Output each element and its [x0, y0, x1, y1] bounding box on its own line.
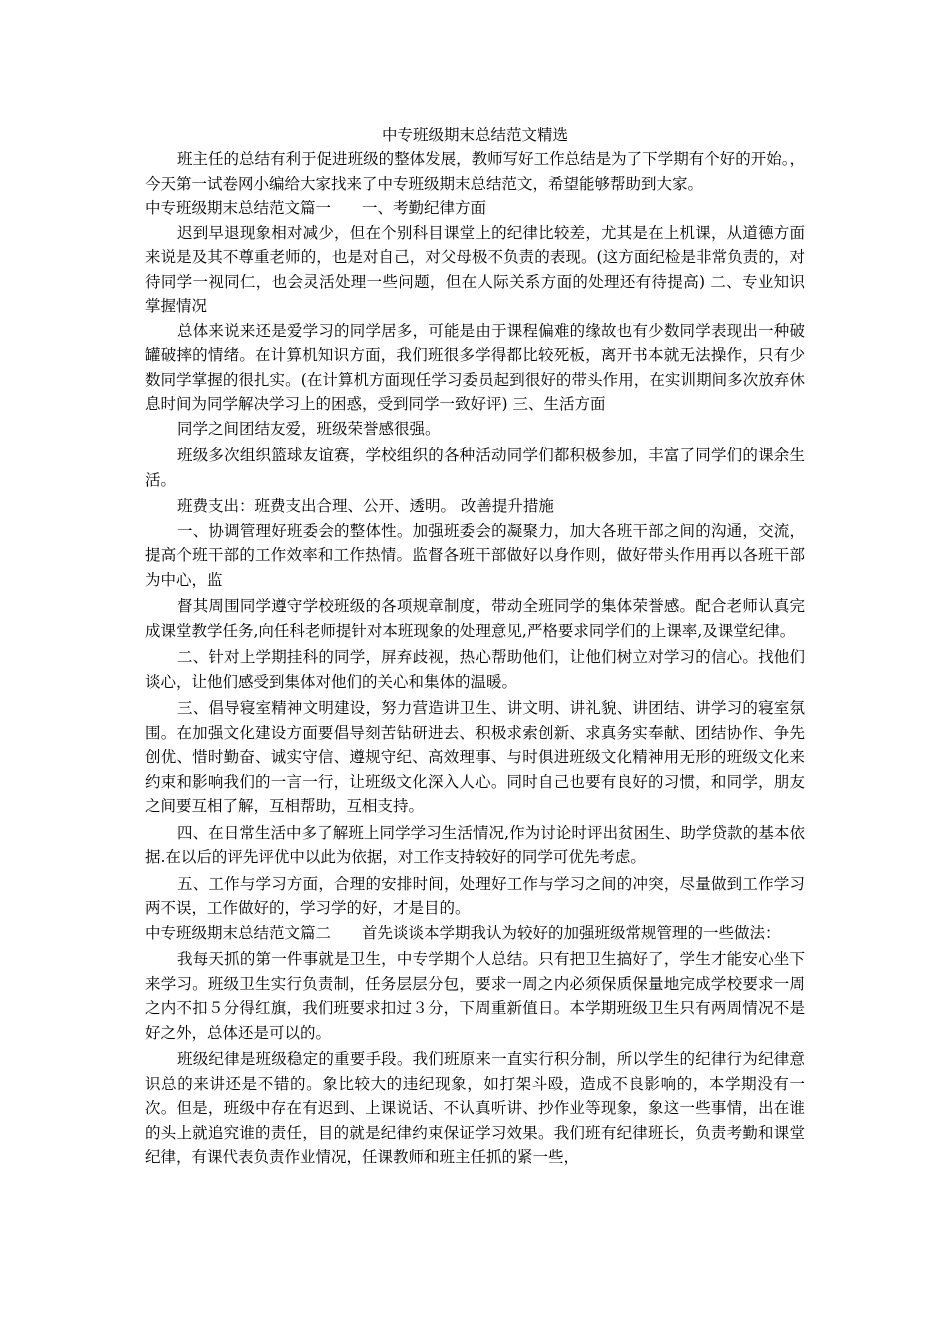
- measure-one-continued-paragraph: 督其周围同学遵守学校班级的各项规章制度，带动全班同学的集体荣誉感。配合老师认真完成课堂教学任务,向任科老师提针对本班现象的处理意见,严格要求同学们的上课率,及课堂纪律。: [145, 597, 805, 640]
- measure-five-paragraph: 五、工作与学习方面，合理的安排时间，处理好工作与学习之间的冲突，尽量做到工作学习两不误，工作做好的，学习学的好，才是目的。: [145, 874, 805, 917]
- measure-three-paragraph: 三、倡导寝室精神文明建设，努力营造讲卫生、讲文明、讲礼貌、讲团结、讲学习的寝室氛围。在加强文化建设方面要倡导刻苦钻研进去、积极求索创新、求真务实奉献、团结协作、争先创优、惜时勤奋、诚实守信、遵规守纪、高效理事、与时俱进班级文化精神用无形的班级文化来约束和影响我们的一言一行，让班级文化深入人心。同时自己也要有良好的习惯，和同学，朋友之间要互相了解，互相帮助，互相支持。: [145, 699, 805, 815]
- section-heading-part-two: 中专班级期末总结范文篇二 首先谈谈本学期我认为较好的加强班级常规管理的一些做法：: [145, 923, 781, 942]
- document-title: 中专班级期末总结范文精选: [381, 126, 568, 144]
- activities-paragraph: 班级多次组织篮球友谊赛，学校组织的各种活动同学们都积极参加，丰富了同学们的课余生活。: [145, 446, 805, 489]
- class-fund-paragraph: 班费支出：班费支出合理、公开、透明。 改善提升措施: [177, 497, 554, 515]
- knowledge-paragraph: 总体来说来还是爱学习的同学居多，可能是由于课程偏难的缘故也有少数同学表现出一种破罐破摔的情绪。在计算机知识方面，我们班很多学得都比较死板，离开书本就无法操作，只有少数同学掌握的很扎实。(在计算机方面现任学习委员起到很好的带头作用，在实训期间多次放弃休息时间为同学解决学习上的困惑，受到同学一致好评) 三、生活方面: [145, 321, 805, 413]
- discipline-paragraph: 班级纪律是班级稳定的重要手段。我们班原来一直实行积分制，所以学生的纪律行为纪律意识总的来讲还是不错的。象比较大的违纪现象，如打架斗殴，造成不良影响的，本学期没有一次。但是，班级中存在有迟到、上课说话、不认真听讲、抄作业等现象，象这一些事情，出在谁的头上就追究谁的责任，目的就是纪律约束保证学习效果。我们班有纪律班长，负责考勤和课堂纪律，有课代表负责作业情况，任课教师和班主任抓的紧一些，: [145, 1050, 805, 1166]
- hygiene-paragraph: 我每天抓的第一件事就是卫生，中专学期个人总结。只有把卫生搞好了，学生才能安心坐下来学习。班级卫生实行负责制，任务层层分包，要求一周之内必须保质保量地完成学校要求一周之内不扣５分得红旗，我们班要求扣过３分，下周重新值日。本学期班级卫生只有两周情况不是好之外，总体还是可以的。: [145, 950, 805, 1042]
- attendance-paragraph: 迟到早退现象相对减少，但在个别科目课堂上的纪律比较差，尤其是在上机课，从道德方面来说是及其不尊重老师的，也是对自己，对父母极不负责的表现。(这方面纪检是非常负责的，对待同学一视同仁，也会灵活处理一些问题，但在人际关系方面的处理还有待提高) 二、专业知识掌握情况: [145, 223, 805, 315]
- section-heading-part-one: 中专班级期末总结范文篇一 一、考勤纪律方面: [145, 199, 487, 217]
- measure-one-paragraph: 一、协调管理好班委会的整体性。加强班委会的凝聚力，加大各班干部之间的沟通，交流，提高个班干部的工作效率和工作热情。监督各班干部做好以身作则，做好带头作用再以各班干部为中心，监: [145, 521, 805, 589]
- document-body: [145, 124, 805, 1170]
- unity-paragraph: 同学之间团结友爱，班级荣誉感很强。: [177, 419, 441, 438]
- measure-four-paragraph: 四、在日常生活中多了解班上同学学习生活情况,作为讨论时评出贫困生、助学贷款的基本依据.在以后的评先评优中以此为依据，对工作支持较好的同学可优先考虑。: [145, 823, 805, 866]
- intro-paragraph: 班主任的总结有利于促进班级的整体发展，教师写好工作总结是为了下学期有个好的开始。，今天第一试卷网小编给大家找来了中专班级期末总结范文，希望能够帮助到大家。: [145, 150, 805, 193]
- measure-two-paragraph: 二、针对上学期挂科的同学，屏弃歧视，热心帮助他们，让他们树立对学习的信心。找他们谈心，让他们感受到集体对他们的关心和集体的温暖。: [145, 648, 805, 691]
